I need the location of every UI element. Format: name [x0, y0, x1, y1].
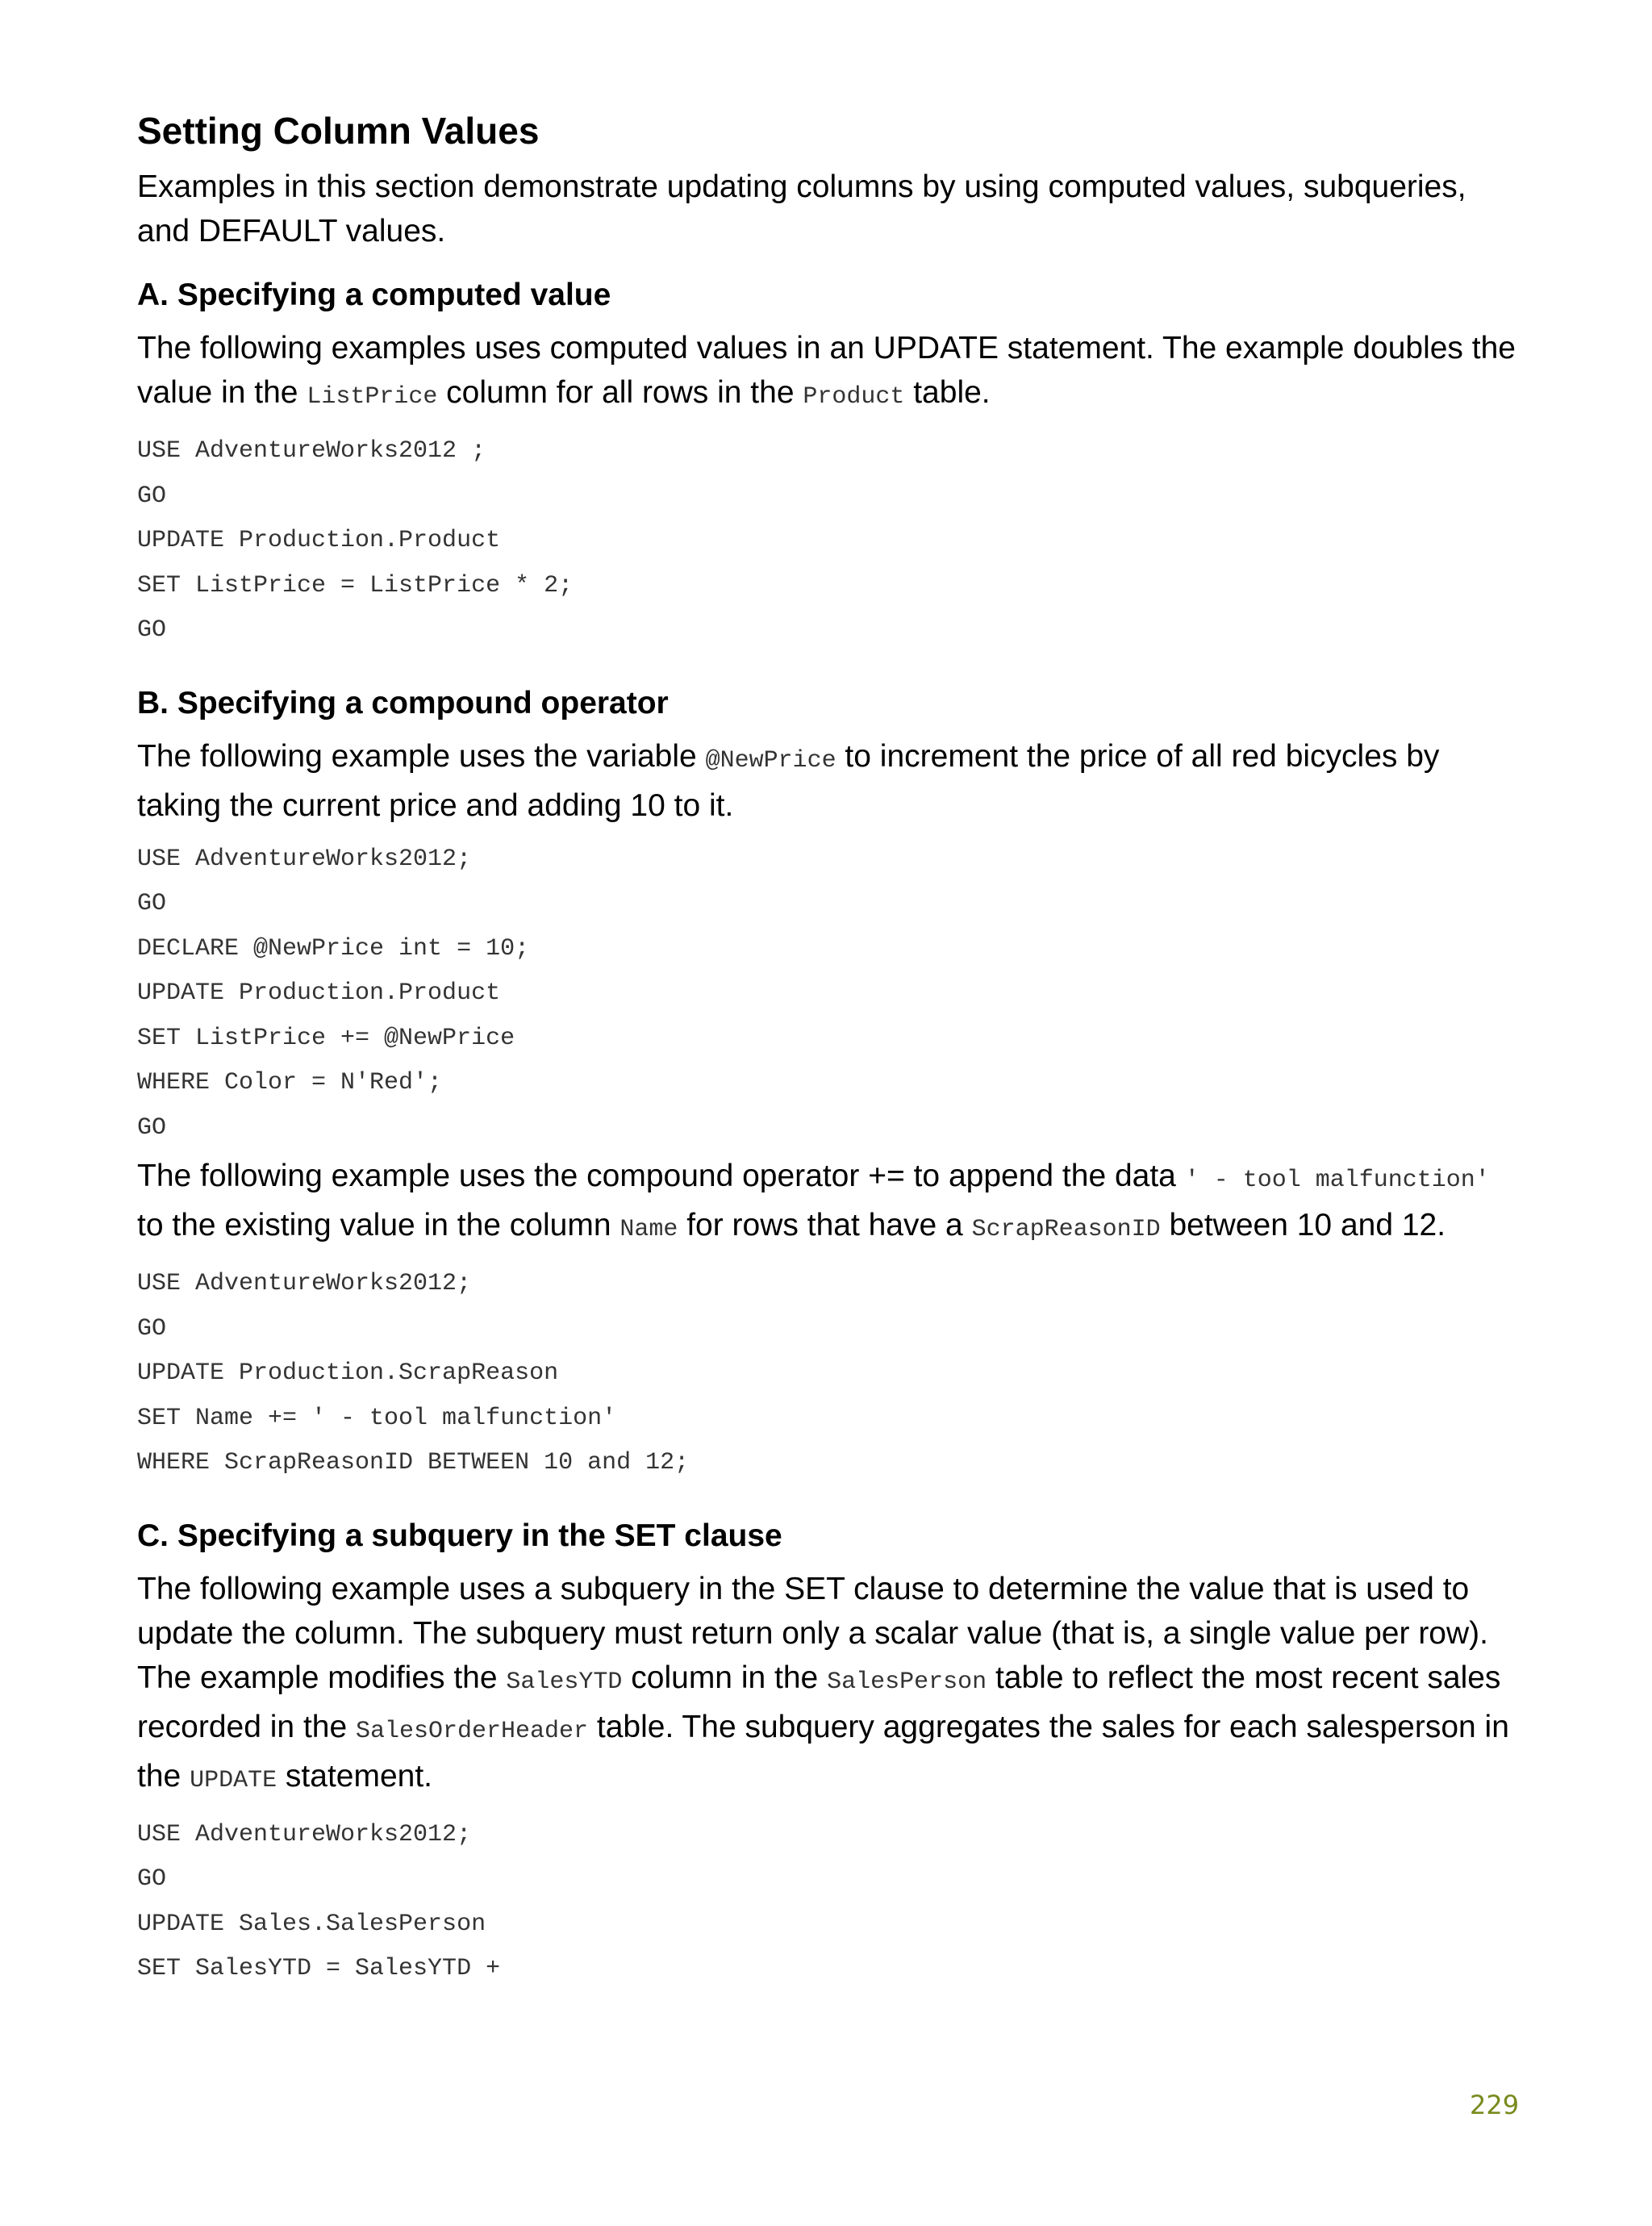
text-run: The following examples uses computed values in an UPDATE statement. The example doubles the value in the: [137, 331, 1516, 410]
section-a-heading: A. Specifying a computed value: [137, 278, 611, 312]
text-run: table.: [904, 375, 991, 410]
code-line: GO: [137, 482, 167, 510]
code-line: GO: [137, 1314, 167, 1343]
code-line: GO: [137, 1865, 167, 1893]
section-b-heading: B. Specifying a compound operator: [137, 685, 669, 720]
code-line: USE AdventureWorks2012;: [137, 1820, 472, 1848]
code-line: UPDATE Sales.SalesPerson: [137, 1910, 486, 1938]
code-block-b2: [137, 1262, 1525, 1486]
inline-code: Name: [620, 1216, 678, 1243]
inline-code: SalesYTD: [506, 1668, 623, 1696]
text-run: to the existing value in the column: [137, 1208, 620, 1242]
text-run: The following example uses the variable: [137, 738, 706, 774]
code-line: SET ListPrice += @NewPrice: [137, 1024, 515, 1052]
code-line: DECLARE @NewPrice int = 10;: [137, 934, 530, 963]
document-page: [137, 106, 1525, 1992]
code-block-b1: [137, 837, 1525, 1151]
code-line: UPDATE Production.Product: [137, 527, 501, 554]
section-b-paragraph-2: [137, 1154, 1525, 1252]
code-line: WHERE Color = N'Red';: [137, 1069, 443, 1096]
code-line: UPDATE Production.Product: [137, 979, 501, 1007]
code-line: USE AdventureWorks2012;: [137, 845, 472, 873]
text-run: The following example uses a subquery in the SET clause to determine the value that is used to update the column. The subquery must return only a scalar value (that is, a single value per row). The example modifies the: [137, 1571, 1488, 1695]
section-c-heading: C. Specifying a subquery in the SET clause: [137, 1518, 782, 1553]
text-run: column for all rows in the: [437, 375, 803, 410]
inline-code: ' - tool malfunction': [1184, 1167, 1490, 1194]
code-line: GO: [137, 616, 167, 644]
intro-paragraph: Examples in this section demonstrate updating columns by using computed values, subqueries, and DEFAULT values.: [137, 169, 1466, 248]
code-line: WHERE ScrapReasonID BETWEEN 10 and 12;: [137, 1449, 690, 1476]
text-run: column in the: [622, 1660, 828, 1695]
code-line: GO: [137, 890, 167, 917]
code-line: SET ListPrice = ListPrice * 2;: [137, 571, 574, 599]
page-number: 229: [1470, 2090, 1520, 2120]
code-line: SET Name += ' - tool malfunction': [137, 1404, 617, 1432]
inline-code: ScrapReasonID: [971, 1216, 1161, 1243]
code-line: USE AdventureWorks2012 ;: [137, 437, 486, 465]
text-run: The following example uses the compound operator += to append the data: [137, 1159, 1185, 1193]
inline-code: @NewPrice: [705, 746, 836, 775]
code-line: SET SalesYTD = SalesYTD +: [137, 1955, 501, 1982]
code-line: GO: [137, 1113, 167, 1142]
code-block-a: [137, 429, 1525, 654]
text-run: table to reflect the most recent sales recorded in the: [137, 1660, 1501, 1744]
text-run: between 10 and 12.: [1160, 1208, 1446, 1242]
inline-code: SalesPerson: [827, 1668, 987, 1696]
page-title: Setting Column Values: [137, 110, 540, 152]
section-a-paragraph: [137, 326, 1525, 420]
code-line: UPDATE Production.ScrapReason: [137, 1359, 559, 1387]
text-run: for rows that have a: [678, 1208, 972, 1242]
text-run: statement.: [277, 1758, 433, 1794]
section-c-paragraph: [137, 1567, 1525, 1803]
inline-code: ListPrice: [307, 383, 438, 411]
code-line: USE AdventureWorks2012;: [137, 1270, 472, 1297]
inline-code: UPDATE: [190, 1766, 277, 1794]
inline-code: Product: [803, 383, 905, 411]
inline-code: SalesOrderHeader: [356, 1717, 589, 1745]
text-run: table. The subquery aggregates the sales for each salesperson in the: [137, 1709, 1509, 1794]
text-run: to increment the price of all red bicycles by taking the current price and adding 10 to it.: [137, 738, 1440, 823]
code-block-c: [137, 1813, 1525, 1992]
section-b-paragraph-1: [137, 734, 1525, 828]
